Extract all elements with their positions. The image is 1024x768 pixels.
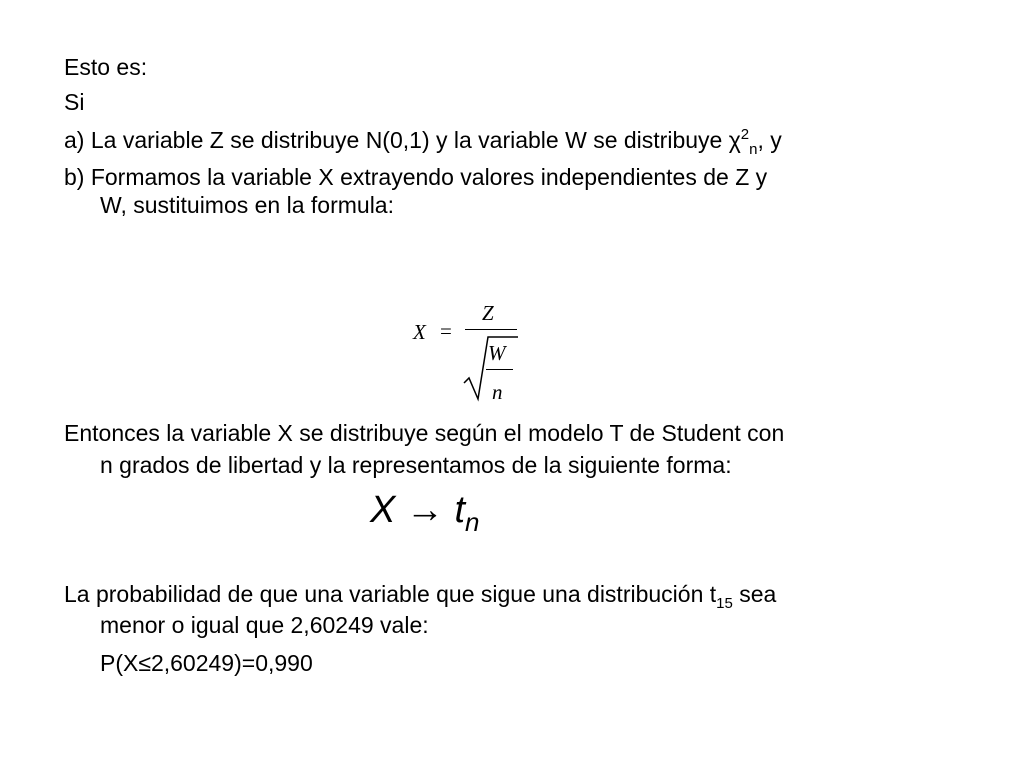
formula-inner-n: n	[492, 380, 503, 404]
text-si: Si	[64, 89, 85, 115]
condition-a-tail: , y	[757, 127, 782, 153]
formula-numerator-z: Z	[482, 301, 494, 325]
text-probability-line2: menor o igual que 2,60249 vale:	[100, 612, 429, 638]
probability-value: P(X≤2,60249)=0,990	[100, 650, 313, 676]
probability-text: La probabilidad de que una variable que sigue una distribución t	[64, 581, 717, 607]
notation-x: X	[370, 489, 396, 531]
text-conclusion-line1: Entonces la variable X se distribuye según el modelo T de Student con	[64, 420, 785, 446]
chi-subscript: n	[749, 141, 758, 158]
formula-x: X	[413, 320, 426, 344]
text-condition-b-line2: W, sustituimos en la formula:	[100, 192, 394, 218]
probability-tail: sea	[732, 581, 777, 607]
text-condition-a	[64, 127, 782, 157]
text-conclusion-line2: n grados de libertad y la representamos de la siguiente forma:	[100, 452, 732, 478]
t-subscript-15: 15	[716, 595, 733, 612]
notation-t-subscript: n	[465, 507, 480, 537]
notation-t: t	[454, 489, 466, 531]
formula-main-fraction-bar	[465, 329, 517, 330]
text-probability-line1	[64, 581, 776, 611]
arrow-right-icon: →	[405, 489, 444, 531]
text-condition-b-line1: b) Formamos la variable X extrayendo valores independientes de Z y	[64, 164, 768, 190]
formula-inner-w: W	[488, 341, 506, 365]
formula-inner-fraction-bar	[486, 369, 513, 370]
chi-superscript: 2	[740, 126, 750, 143]
condition-a-text: a) La variable Z se distribuye N(0,1) y la variable W se distribuye χ	[64, 127, 741, 153]
text-esto-es: Esto es:	[64, 54, 148, 80]
notation-x-follows-t	[370, 488, 480, 535]
formula-equals: =	[440, 319, 452, 343]
